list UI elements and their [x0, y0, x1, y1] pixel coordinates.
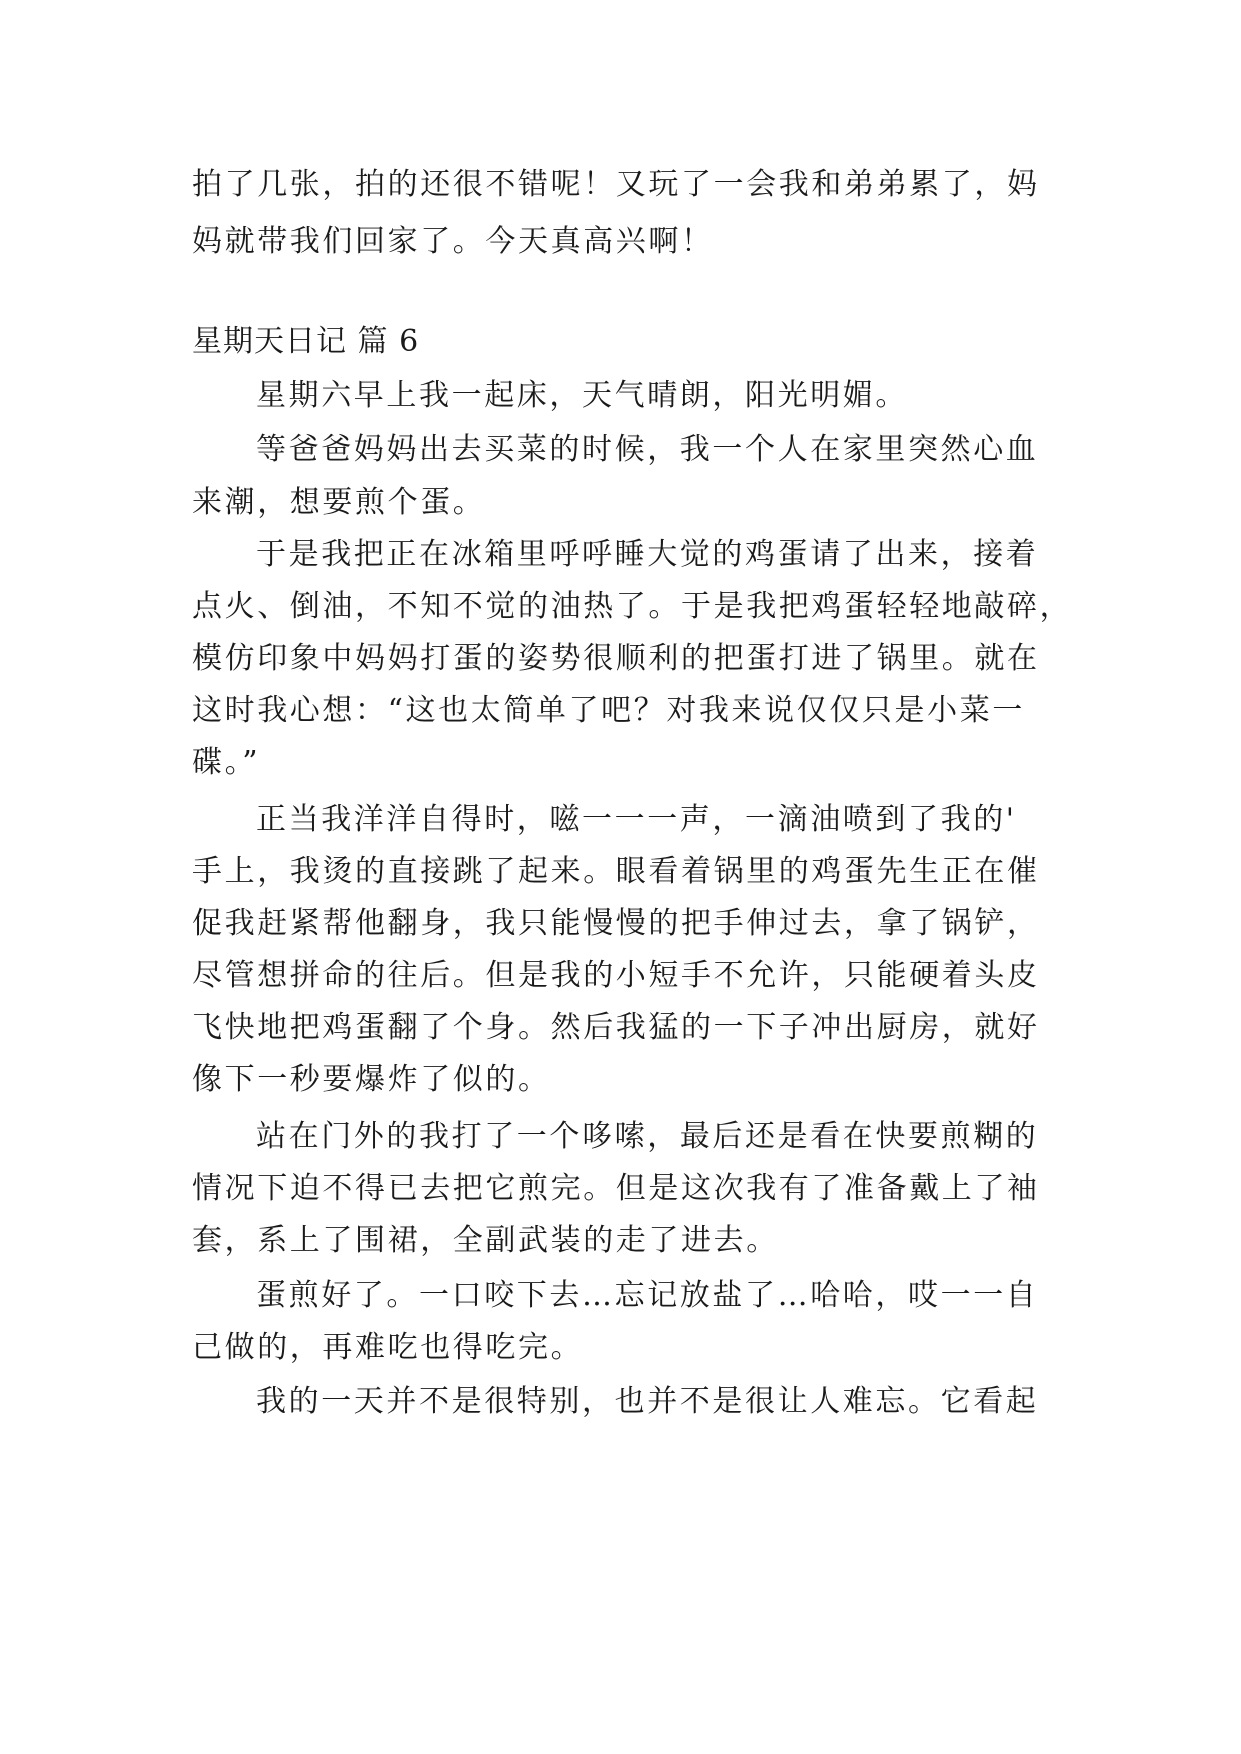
paragraph-line: 飞快地把鸡蛋翻了个身。然后我猛的一下子冲出厨房，就好: [192, 1010, 1040, 1045]
paragraph-line: 站在门外的我打了一个哆嗦，最后还是看在快要煎糊的: [256, 1119, 1039, 1154]
paragraph-line: 我的一天并不是很特别，也并不是很让人难忘。它看起: [256, 1384, 1039, 1419]
intro-line: 妈就带我们回家了。今天真高兴啊！: [192, 224, 714, 259]
paragraph-line: 来潮，想要煎个蛋。: [192, 485, 486, 520]
paragraph-line: 模仿印象中妈妈打蛋的姿势很顺利的把蛋打进了锅里。就在: [192, 641, 1040, 676]
paragraph-line: 这时我心想：“这也太简单了吧？对我来说仅仅只是小菜一: [192, 693, 1025, 728]
paragraph-line: 星期六早上我一起床，天气晴朗，阳光明媚。: [256, 378, 908, 413]
intro-line: 拍了几张，拍的还很不错呢！又玩了一会我和弟弟累了，妈: [192, 167, 1040, 202]
paragraph-line: 像下一秒要爆炸了似的。: [192, 1062, 551, 1097]
paragraph-line: 尽管想拼命的往后。但是我的小短手不允许，只能硬着头皮: [192, 958, 1040, 993]
paragraph-line: 等爸爸妈妈出去买菜的时候，我一个人在家里突然心血: [256, 432, 1039, 467]
paragraph-line: 点火、倒油，不知不觉的油热了。于是我把鸡蛋轻轻地敲碎，: [192, 589, 1073, 624]
paragraph-line: 己做的，再难吃也得吃完。: [192, 1330, 584, 1365]
paragraph-line: 促我赶紧帮他翻身，我只能慢慢的把手伸过去，拿了锅铲，: [192, 906, 1040, 941]
section-title: 星期天日记 篇 6: [192, 324, 420, 359]
paragraph-line: 套，系上了围裙，全副武装的走了进去。: [192, 1223, 779, 1258]
paragraph-line: 蛋煎好了。一口咬下去…忘记放盐了…哈哈，哎一一自: [256, 1278, 1039, 1313]
paragraph-line: 手上，我烫的直接跳了起来。眼看着锅里的鸡蛋先生正在催: [192, 854, 1040, 889]
paragraph-line: 于是我把正在冰箱里呼呼睡大觉的鸡蛋请了出来，接着: [256, 537, 1039, 572]
paragraph-line: 碟。”: [192, 745, 261, 780]
paragraph-line: 正当我洋洋自得时，嗞一一一声，一滴油喷到了我的': [256, 802, 1017, 837]
paragraph-line: 情况下迫不得已去把它煎完。但是这次我有了准备戴上了袖: [192, 1171, 1040, 1206]
